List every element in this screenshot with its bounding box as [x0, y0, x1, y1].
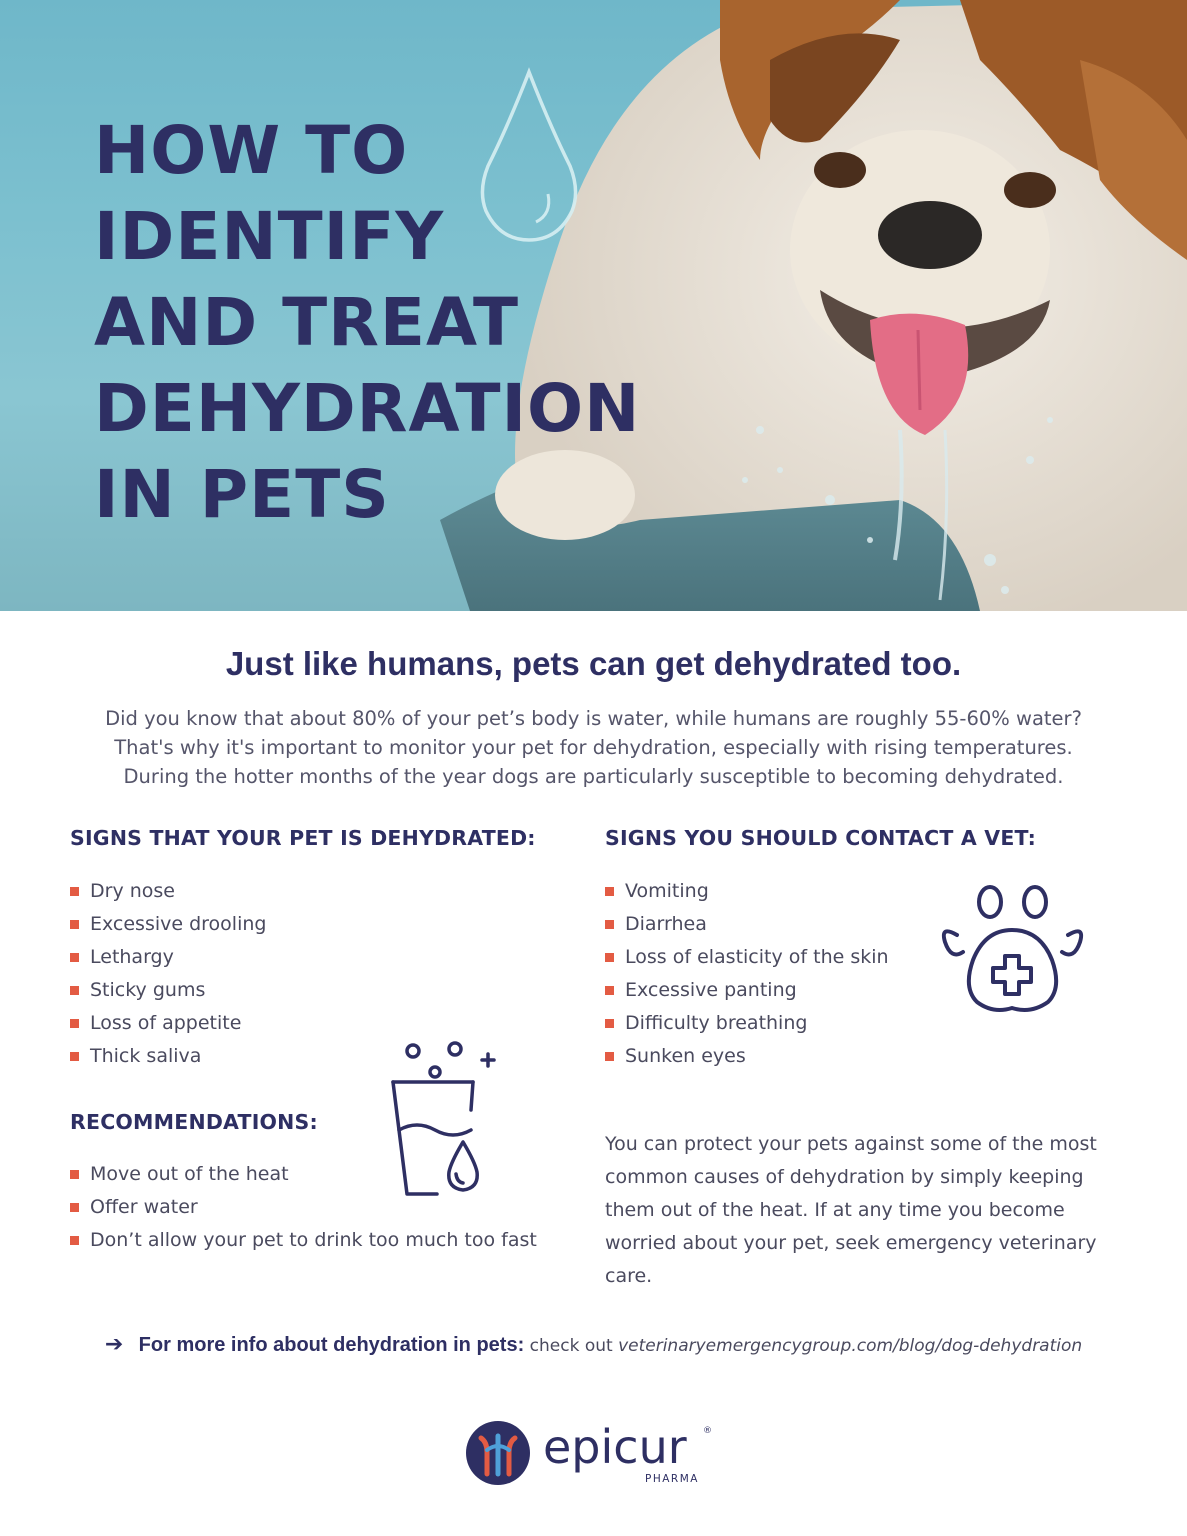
recommendations-list [70, 1158, 537, 1257]
list-item-text: Dry nose [90, 880, 175, 902]
bullet-square [70, 953, 79, 962]
bullet-square [70, 1170, 79, 1179]
tagline: Just like humans, pets can get dehydrated too. [225, 645, 962, 682]
signs-vet-list [605, 875, 889, 1073]
list-item-text: Move out of the heat [90, 1163, 289, 1185]
more-info-url[interactable]: veterinaryemergencygroup.com/blog/dog-dehydration [618, 1336, 1083, 1356]
more-info-lead: For more info about dehydration in pets: [138, 1334, 525, 1356]
bullet-square [605, 1019, 614, 1028]
hero-banner [0, 0, 1187, 611]
bullet-square [70, 1203, 79, 1212]
recommendations-heading: RECOMMENDATIONS: [70, 1110, 318, 1134]
list-item [70, 908, 266, 941]
list-item [605, 974, 889, 1007]
bullet-square [605, 887, 614, 896]
list-item [70, 1040, 266, 1073]
list-item [605, 1007, 889, 1040]
signs-vet-heading: SIGNS YOU SHOULD CONTACT A VET: [605, 826, 1036, 850]
bullet-square [70, 920, 79, 929]
bullet-square [70, 1236, 79, 1245]
list-item-text: Diarrhea [625, 913, 707, 935]
paw-medical-cross-icon [935, 880, 1090, 1020]
list-item [70, 1191, 537, 1224]
intro-line: Did you know that about 80% of your pet’s body is water, while humans are roughly 55-60% water? [105, 707, 1082, 730]
intro-paragraph [40, 704, 1147, 791]
logo-subtitle: PHARMA [645, 1473, 699, 1485]
arrow-right-icon: ➔ [104, 1332, 124, 1357]
list-item [70, 941, 266, 974]
water-drop-icon [478, 66, 580, 246]
more-info-line [0, 1332, 1187, 1357]
signs-dehydrated-list [70, 875, 266, 1073]
title-line: AND TREAT [94, 284, 519, 361]
logo-wordmark: epicur [543, 1420, 687, 1474]
list-item [605, 1040, 889, 1073]
intro-line: That's why it's important to monitor your pet for dehydration, especially with rising temperatures. [114, 736, 1073, 759]
more-info-check: check out [529, 1336, 613, 1356]
list-item [70, 875, 266, 908]
list-item-text: Excessive drooling [90, 913, 267, 935]
title-line: HOW TO [94, 112, 409, 189]
list-item-text: Sticky gums [90, 979, 206, 1001]
intro-line: During the hotter months of the year dogs are particularly susceptible to becoming dehydrated. [123, 765, 1064, 788]
list-item [605, 941, 889, 974]
list-item [70, 1007, 266, 1040]
list-item-text: Lethargy [90, 946, 174, 968]
list-item-text: Difficulty breathing [625, 1012, 808, 1034]
bullet-square [70, 986, 79, 995]
signs-dehydrated-heading: SIGNS THAT YOUR PET IS DEHYDRATED: [70, 826, 536, 850]
list-item [70, 1224, 537, 1257]
list-item-text: Sunken eyes [625, 1045, 746, 1067]
title-line: IN PETS [94, 456, 390, 533]
list-item-text: Vomiting [625, 880, 709, 902]
list-item [70, 974, 266, 1007]
list-item-text: Don’t allow your pet to drink too much too fast [90, 1229, 537, 1251]
title-line: IDENTIFY [94, 198, 445, 275]
protect-paragraph: You can protect your pets against some of the most common causes of dehydration by simply keeping them out of the heat. If at any time you become worried about your pet, seek emergency veterinary care. [605, 1133, 1097, 1287]
bullet-square [605, 986, 614, 995]
bullet-square [70, 887, 79, 896]
title-line: DEHYDRATION [94, 370, 641, 447]
list-item-text: Offer water [90, 1196, 198, 1218]
logo-registered-mark: ® [703, 1426, 712, 1436]
list-item-text: Excessive panting [625, 979, 797, 1001]
list-item-text: Loss of elasticity of the skin [625, 946, 889, 968]
bullet-square [605, 1052, 614, 1061]
epicur-logo [465, 1420, 725, 1490]
list-item [70, 1158, 537, 1191]
bullet-square [70, 1019, 79, 1028]
epicur-logo-mark [465, 1420, 531, 1486]
list-item [605, 875, 889, 908]
list-item [605, 908, 889, 941]
bullet-square [70, 1052, 79, 1061]
list-item-text: Thick saliva [90, 1045, 202, 1067]
list-item-text: Loss of appetite [90, 1012, 242, 1034]
bullet-square [605, 953, 614, 962]
bullet-square [605, 920, 614, 929]
